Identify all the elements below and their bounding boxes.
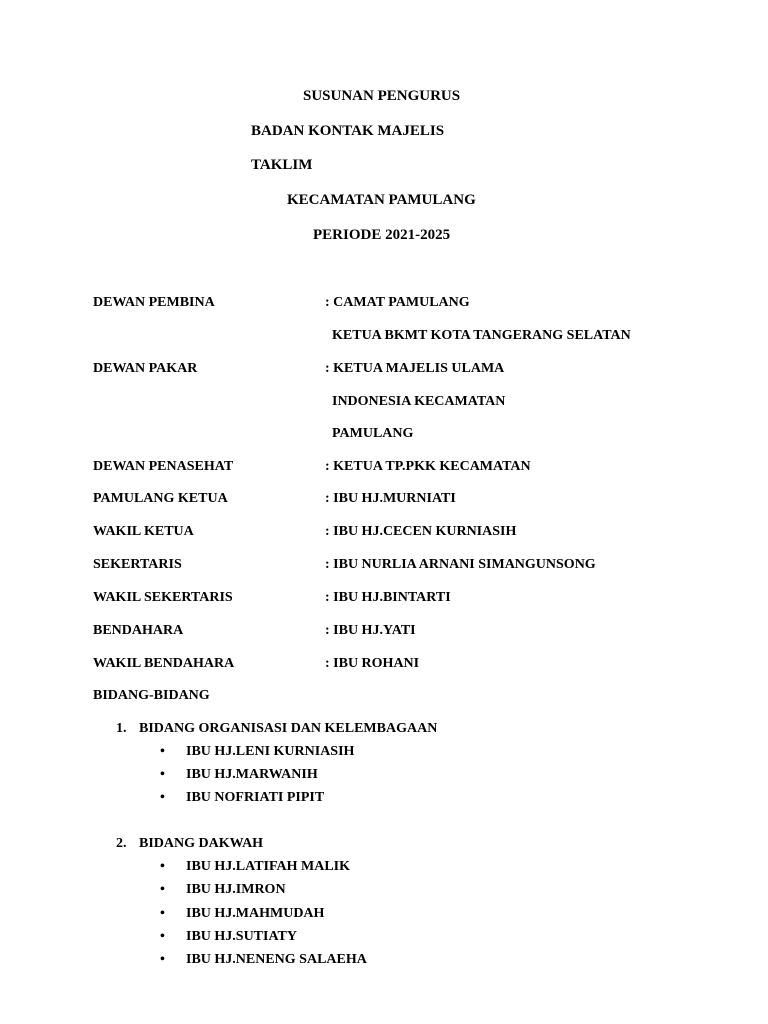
bullet-icon: • — [160, 790, 165, 805]
bullet-icon: • — [160, 952, 165, 967]
sekertaris-value: : IBU NURLIA ARNANI SIMANGUNSONG — [325, 557, 596, 572]
section-name-1: BIDANG ORGANISASI DAN KELEMBAGAAN — [139, 721, 438, 736]
dewan-penasehat-value: : KETUA TP.PKK KECAMATAN — [325, 459, 531, 474]
bullet-icon: • — [160, 859, 165, 874]
bullet-icon: • — [160, 929, 165, 944]
section-name-2: BIDANG DAKWAH — [139, 836, 264, 851]
dewan-pembina-value-cont: KETUA BKMT KOTA TANGERANG SELATAN — [332, 328, 631, 343]
dewan-pembina-value: : CAMAT PAMULANG — [325, 295, 470, 310]
dewan-penasehat-label: DEWAN PENASEHAT — [93, 459, 234, 474]
bullet-icon: • — [160, 906, 165, 921]
bendahara-label: BENDAHARA — [93, 623, 184, 638]
bullet-icon: • — [160, 767, 165, 782]
wakil-bendahara-label: WAKIL BENDAHARA — [93, 656, 235, 671]
bendahara-value: : IBU HJ.YATI — [325, 623, 416, 638]
dewan-pembina-label: DEWAN PEMBINA — [93, 295, 215, 310]
list-item: IBU HJ.IMRON — [186, 882, 286, 897]
wakil-ketua-label: WAKIL KETUA — [93, 524, 194, 539]
sekertaris-label: SEKERTARIS — [93, 557, 182, 572]
bidang-heading: BIDANG-BIDANG — [93, 688, 210, 703]
wakil-ketua-value: : IBU HJ.CECEN KURNIASIH — [325, 524, 517, 539]
dewan-pakar-value-cont-2: PAMULANG — [332, 426, 414, 441]
wakil-sekertaris-label: WAKIL SEKERTARIS — [93, 590, 233, 605]
title-line-5: PERIODE 2021-2025 — [313, 227, 451, 243]
wakil-sekertaris-value: : IBU HJ.BINTARTI — [325, 590, 451, 605]
list-item: IBU HJ.LATIFAH MALIK — [186, 859, 350, 874]
section-number-1: 1. — [116, 721, 127, 736]
ketua-value: : IBU HJ.MURNIATI — [325, 491, 456, 506]
list-item: IBU HJ.LENI KURNIASIH — [186, 744, 355, 759]
ketua-label: PAMULANG KETUA — [93, 491, 228, 506]
title-line-3: TAKLIM — [251, 157, 313, 173]
section-number-2: 2. — [116, 836, 127, 851]
title-line-2: BADAN KONTAK MAJELIS — [251, 123, 445, 139]
wakil-bendahara-value: : IBU ROHANI — [325, 656, 420, 671]
dewan-pakar-value: : KETUA MAJELIS ULAMA — [325, 361, 505, 376]
list-item: IBU HJ.MARWANIH — [186, 767, 318, 782]
bullet-icon: • — [160, 882, 165, 897]
dewan-pakar-label: DEWAN PAKAR — [93, 361, 198, 376]
list-item: IBU HJ.MAHMUDAH — [186, 906, 325, 921]
list-item: IBU HJ.NENENG SALAEHA — [186, 952, 367, 967]
title-line-4: KECAMATAN PAMULANG — [287, 192, 476, 208]
title-line-1: SUSUNAN PENGURUS — [303, 88, 461, 104]
list-item: IBU HJ.SUTIATY — [186, 929, 297, 944]
bullet-icon: • — [160, 744, 165, 759]
dewan-pakar-value-cont-1: INDONESIA KECAMATAN — [332, 394, 506, 409]
list-item: IBU NOFRIATI PIPIT — [186, 790, 325, 805]
